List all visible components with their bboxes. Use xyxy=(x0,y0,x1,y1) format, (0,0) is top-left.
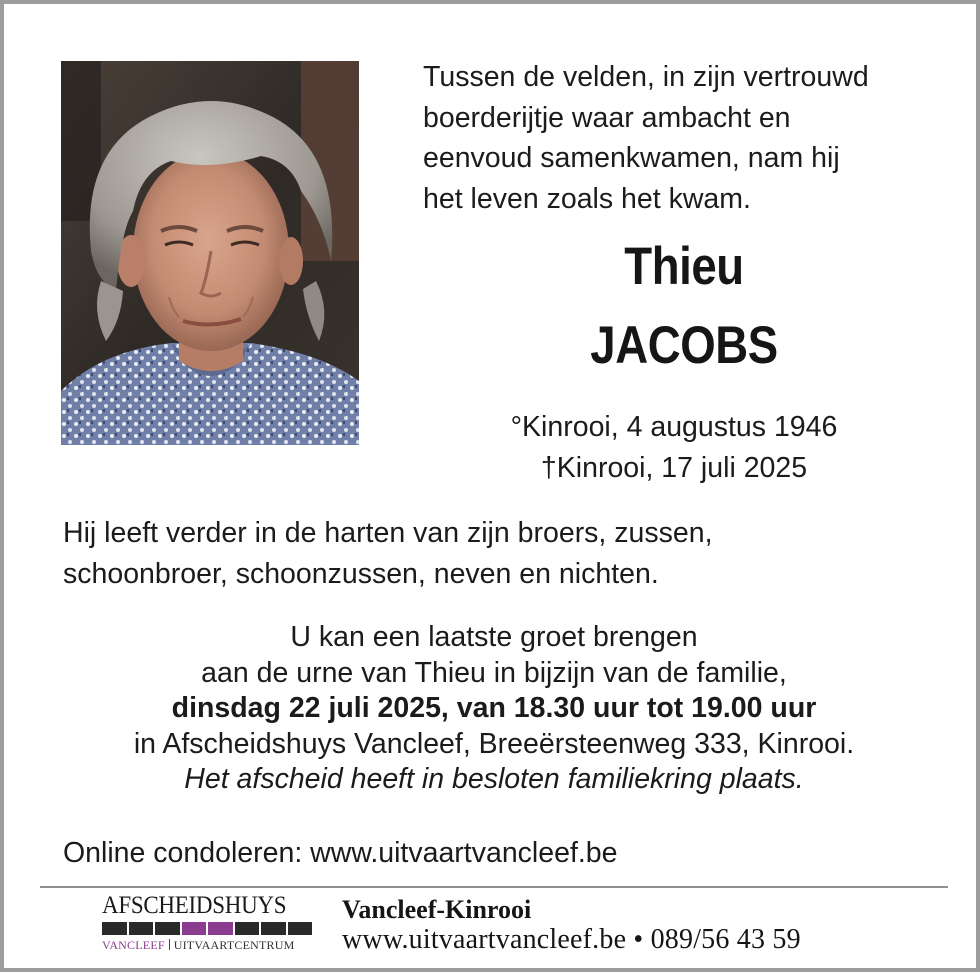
poem-line: eenvoud samenkwamen, nam hij xyxy=(423,142,840,174)
poem-line: boerderijtje waar ambacht en xyxy=(423,101,791,134)
death-date: †Kinrooi, 17 juli 2025 xyxy=(540,452,808,484)
logo-bar-segment xyxy=(235,922,260,935)
logo-bar xyxy=(102,922,312,935)
life-dates xyxy=(424,407,924,489)
logo-bar-segment xyxy=(155,922,180,935)
logo-separator xyxy=(169,939,170,950)
survivors-text xyxy=(63,513,713,595)
logo-bar-segment xyxy=(129,922,154,935)
logo-bar-segment xyxy=(261,922,286,935)
logo-bar-segment xyxy=(208,922,233,935)
logo-title: AFSCHEIDSHUYS xyxy=(102,892,287,919)
logo-bar-segment xyxy=(102,922,127,935)
birth-date: °Kinrooi, 4 augustus 1946 xyxy=(510,411,838,443)
logo-sub-right: UITVAARTCENTRUM xyxy=(173,938,295,952)
funeral-home-name: Vancleef-Kinrooi xyxy=(342,895,532,924)
poem-line: Tussen de velden, in zijn vertrouwd xyxy=(423,61,869,93)
service-note: Het afscheid heeft in besloten familiekring plaats. xyxy=(184,763,804,795)
funeral-home-contact-line[interactable]: www.uitvaartvancleef.be • 089/56 43 59 xyxy=(342,924,801,955)
memorial-poem xyxy=(423,57,963,219)
funeral-home-logo xyxy=(102,892,312,956)
service-announcement xyxy=(4,620,980,798)
survivors-line: Hij leeft verder in de harten van zijn broers, zussen, xyxy=(63,517,713,549)
footer-divider xyxy=(40,886,948,888)
portrait-photo xyxy=(61,61,359,445)
service-line: U kan een laatste groet brengen xyxy=(290,621,698,653)
logo-bar-segment xyxy=(288,922,313,935)
funeral-home-contact xyxy=(342,894,801,955)
logo-subtitle xyxy=(102,938,312,953)
service-location: in Afscheidshuys Vancleef, Breeërsteenweg 333, Kinrooi. xyxy=(133,727,855,760)
service-line: aan de urne van Thieu in bijzijn van de familie, xyxy=(201,656,787,689)
logo-bar-segment xyxy=(182,922,207,935)
online-condolence-link[interactable]: Online condoleren: www.uitvaartvancleef.be xyxy=(63,837,618,869)
logo-sub-left: VANCLEEF xyxy=(102,938,165,952)
survivors-line: schoonbroer, schoonzussen, neven en nichten. xyxy=(63,558,659,590)
last-name: JACOBS xyxy=(590,316,778,375)
first-name: Thieu xyxy=(624,237,744,296)
service-datetime: dinsdag 22 juli 2025, van 18.30 uur tot 19.00 uur xyxy=(171,692,817,724)
poem-line: het leven zoals het kwam. xyxy=(423,182,751,215)
